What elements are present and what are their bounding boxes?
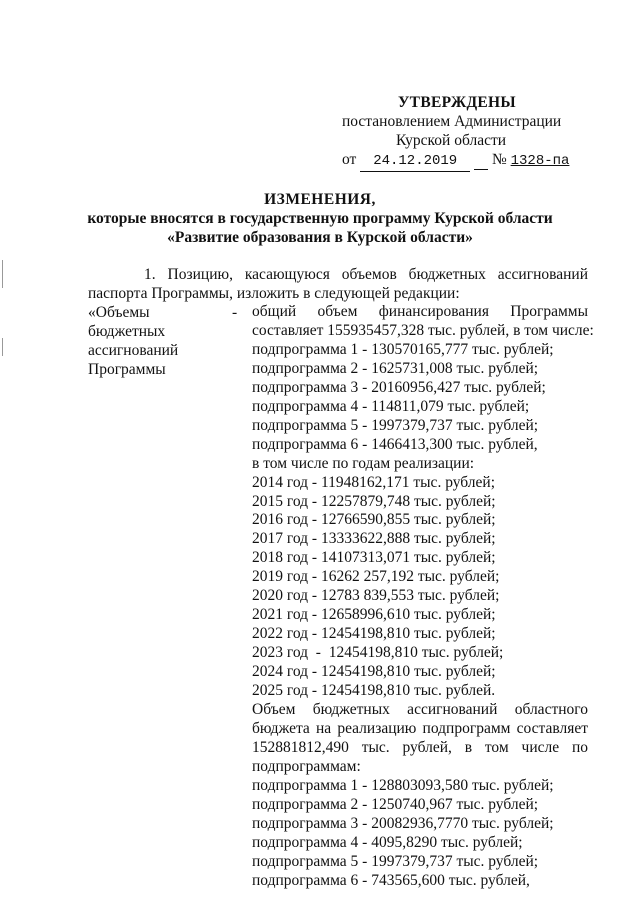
paragraph-line-1: 1. Позицию, касающуюся объемов бюджетных ассигнований: [144, 266, 588, 283]
intro-paragraph: [88, 265, 588, 303]
date-underline-tail: [474, 150, 488, 170]
heading-subtitle-2: «Развитие образования в Курской области»: [167, 229, 473, 246]
subprogram-total-item: подпрограмма 6 - 1466413,300 тыс. рублей,: [252, 435, 538, 453]
margin-mark: [2, 338, 3, 356]
decree-number: 1328-па: [510, 153, 570, 169]
funding-intro-line: общий объем финансирования Программы: [252, 303, 588, 320]
approved-region-line: Курской области: [396, 132, 507, 149]
year-item: 2022 год - 12454198,810 тыс. рублей;: [252, 625, 496, 643]
year-item: 2024 год - 12454198,810 тыс. рублей;: [252, 663, 496, 681]
subprogram-regional-item: подпрограмма 5 - 1997379,737 тыс. рублей;: [252, 852, 539, 870]
year-item: 2021 год - 12658996,610 тыс. рублей;: [252, 606, 496, 624]
subprogram-total-item: подпрограмма 4 - 114811,079 тыс. рублей;: [252, 397, 530, 415]
subprogram-regional-item: подпрограмма 1 - 128803093,580 тыс. рублей;: [252, 776, 554, 794]
funding-description: [252, 303, 594, 891]
year-item: 2019 год - 16262 257,192 тыс. рублей;: [252, 568, 500, 586]
separator-dash: -: [232, 304, 238, 321]
from-label: от: [342, 151, 357, 168]
subprogram-regional-item: подпрограмма 6 - 743565,600 тыс. рублей,: [252, 871, 530, 889]
subprogram-regional-item: подпрограмма 4 - 4095,8290 тыс. рублей;: [252, 833, 523, 851]
margin-mark: [2, 260, 3, 288]
approved-date-line: [342, 150, 582, 172]
approved-title: УТВЕРЖДЕНЫ: [398, 94, 516, 111]
position-label-line: бюджетных: [88, 323, 166, 340]
date-field: [360, 150, 470, 172]
regional-budget-line: Объем бюджетных ассигнований областного: [252, 701, 588, 719]
document-heading: [0, 190, 640, 247]
year-item: 2020 год - 12783 839,553 тыс. рублей;: [252, 587, 500, 605]
regional-budget-line: бюджета на реализацию подпрограмм составляет: [252, 719, 588, 737]
subprogram-regional-item: подпрограмма 2 - 1250740,967 тыс. рублей;: [252, 795, 539, 813]
approved-by-line: постановлением Администрации: [342, 113, 562, 130]
funding-intro-line: составляет 155935457,328 тыс. рублей, в том числе:: [252, 321, 594, 339]
position-label: [88, 303, 228, 379]
approval-stamp: [342, 93, 582, 172]
regional-budget-line: подпрограммам:: [252, 757, 361, 775]
regional-budget-line: 152881812,490 тыс. рублей, в том числе по: [252, 738, 588, 756]
year-item: 2016 год - 12766590,855 тыс. рублей;: [252, 511, 496, 529]
decree-date: 24.12.2019: [373, 153, 458, 169]
year-item: 2023 год - 12454198,810 тыс. рублей;: [252, 644, 504, 662]
subprogram-total-item: подпрограмма 1 - 130570165,777 тыс. рублей;: [252, 340, 554, 358]
heading-subtitle-1: которые вносятся в государственную программу Курской области: [87, 210, 553, 227]
subprogram-total-item: подпрограмма 3 - 20160956,427 тыс. рублей;: [252, 378, 546, 396]
year-item: 2014 год - 11948162,171 тыс. рублей;: [252, 473, 495, 491]
position-label-line: ассигнований: [88, 342, 179, 359]
position-label-line: «Объемы: [88, 304, 150, 321]
year-item: 2015 год - 12257879,748 тыс. рублей;: [252, 492, 496, 510]
year-item: 2017 год - 13333622,888 тыс. рублей;: [252, 530, 496, 548]
subprogram-regional-item: подпрограмма 3 - 20082936,7770 тыс. рублей;: [252, 814, 554, 832]
position-label-line: Программы: [88, 361, 166, 378]
subprogram-total-item: подпрограмма 2 - 1625731,008 тыс. рублей;: [252, 359, 539, 377]
subprogram-total-item: подпрограмма 5 - 1997379,737 тыс. рублей;: [252, 416, 539, 434]
year-item: 2018 год - 14107313,071 тыс. рублей;: [252, 549, 496, 567]
number-label: №: [491, 151, 507, 168]
year-item: 2025 год - 12454198,810 тыс. рублей.: [252, 682, 496, 700]
heading-title: ИЗМЕНЕНИЯ,: [264, 191, 376, 208]
by-years-label: в том числе по годам реализации:: [252, 454, 475, 472]
paragraph-line-2: паспорта Программы, изложить в следующей редакции:: [88, 285, 460, 302]
